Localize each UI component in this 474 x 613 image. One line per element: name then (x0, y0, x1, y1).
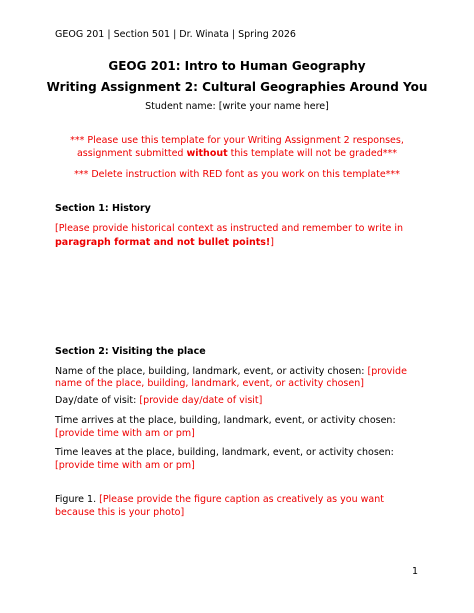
student-name-placeholder[interactable]: [write your name here] (218, 101, 329, 112)
visit-date-label: Day/date of visit: (55, 395, 140, 406)
section-1-instruction-emphasis: paragraph format and not bullet points! (55, 237, 271, 248)
section-1-instruction-line-1[interactable]: [Please provide historical context as instructed and remember to write in (55, 223, 404, 234)
leave-time-label: Time leaves at the place, building, landmark, event, or activity chosen: (55, 447, 394, 458)
page-number: 1 (412, 566, 419, 577)
student-name-label: Student name: (145, 101, 219, 112)
figure-caption-instruction-a[interactable]: [Please provide the figure caption as creatively as you want (99, 494, 384, 505)
place-name-instruction-b[interactable]: name of the place, building, landmark, event, or activity chosen] (55, 378, 364, 389)
figure-label: Figure 1. (55, 494, 100, 505)
section-1-instruction-line-2[interactable] (55, 237, 274, 248)
section-2-heading: Section 2: Visiting the place (55, 346, 206, 357)
figure-caption-instruction-b[interactable]: because this is your photo] (55, 507, 185, 518)
place-name-line-1 (55, 366, 407, 377)
section-1-instruction-end: ] (270, 237, 274, 248)
place-name-label: Name of the place, building, landmark, event, or activity chosen: (55, 366, 368, 377)
notice-text-post: this template will not be graded*** (227, 148, 398, 159)
course-title: GEOG 201: Intro to Human Geography (108, 59, 366, 73)
arrival-time-instruction[interactable]: [provide time with am or pm] (55, 428, 195, 439)
visit-date-instruction[interactable]: [provide day/date of visit] (139, 395, 263, 406)
place-name-instruction-a[interactable]: [provide (367, 366, 407, 377)
template-notice-line-1: *** Please use this template for your Writing Assignment 2 responses, (70, 135, 404, 146)
template-notice-line-2 (0, 148, 474, 159)
assignment-title: Writing Assignment 2: Cultural Geographies Around You (46, 80, 428, 94)
leave-time-instruction[interactable]: [provide time with am or pm] (55, 460, 195, 471)
visit-date-line (55, 395, 262, 406)
section-1-heading: Section 1: History (55, 203, 151, 214)
delete-instruction-notice: *** Delete instruction with RED font as you work on this template*** (74, 169, 400, 180)
notice-text-pre: assignment submitted (76, 148, 187, 159)
figure-caption-line-1 (55, 494, 384, 505)
student-name-line (0, 101, 474, 112)
arrival-time-label: Time arrives at the place, building, landmark, event, or activity chosen: (55, 415, 396, 426)
notice-emphasis: without (186, 148, 228, 159)
page-header: GEOG 201 | Section 501 | Dr. Winata | Spring 2026 (55, 29, 296, 40)
